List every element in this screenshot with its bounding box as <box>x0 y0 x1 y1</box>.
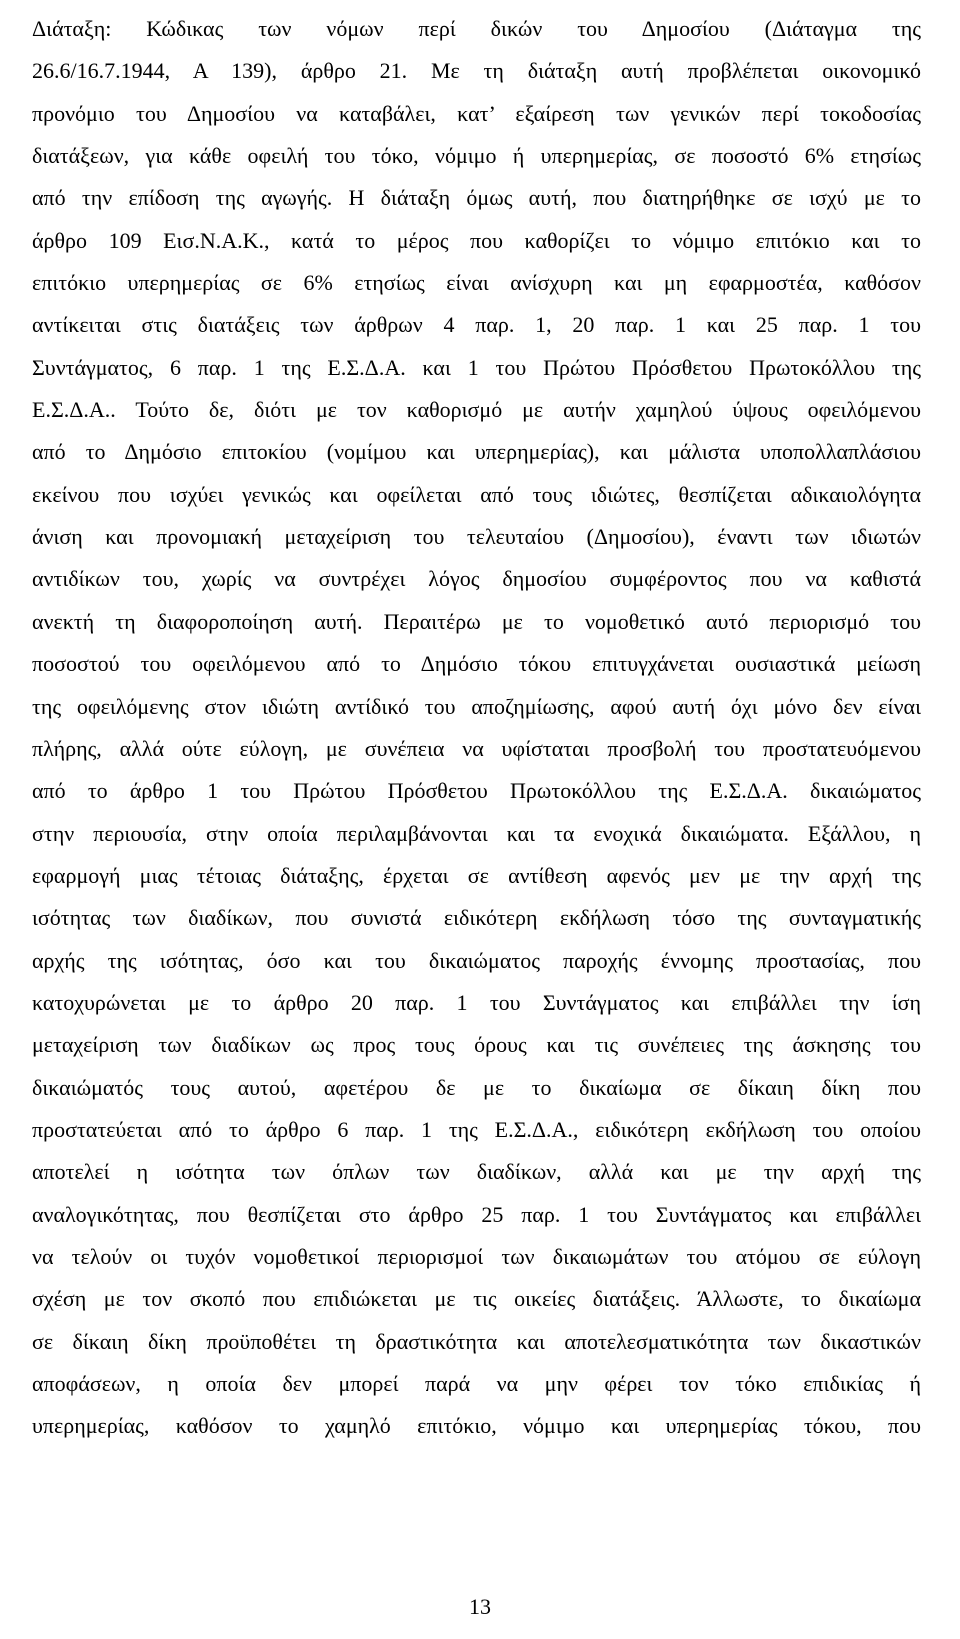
text-line: σχέση με τον σκοπό που επιδιώκεται με τις οικείες διατάξεις. Άλλωστε, το δικαίωμα <box>32 1286 921 1312</box>
text-line: υπερημερίας, καθόσον το χαμηλό επιτόκιο, νόμιμο και υπερημερίας τόκου, που <box>32 1413 921 1439</box>
text-line: αναλογικότητας, που θεσπίζεται στο άρθρο 25 παρ. 1 του Συντάγματος και επιβάλλει <box>32 1201 921 1227</box>
text-line: ανεκτή τη διαφοροποίηση αυτή. Περαιτέρω με το νομοθετικό αυτό περιορισμό του <box>32 608 921 634</box>
text-line: Συντάγματος, 6 παρ. 1 της Ε.Σ.Δ.Α. και 1 του Πρώτου Πρόσθετου Πρωτοκόλλου της <box>32 354 921 380</box>
text-line: από την επίδοση της αγωγής. Η διάταξη όμως αυτή, που διατηρήθηκε σε ισχύ με το <box>32 185 921 211</box>
text-line: δικαιώματός τους αυτού, αφετέρου δε με το δικαίωμα σε δίκαιη δίκη που <box>32 1074 921 1100</box>
text-line: διατάξεων, για κάθε οφειλή του τόκο, νόμιμο ή υπερημερίας, σε ποσοστό 6% ετησίως <box>32 143 921 169</box>
text-line: από το άρθρο 1 του Πρώτου Πρόσθετου Πρωτοκόλλου της Ε.Σ.Δ.Α. δικαιώματος <box>32 778 921 804</box>
text-line: αποτελεί η ισότητα των όπλων των διαδίκων, αλλά και με την αρχή της <box>32 1159 921 1185</box>
text-line: Διάταξη: Κώδικας των νόμων περί δικών του Δημοσίου (Διάταγμα της <box>32 16 921 41</box>
text-line: αντίκειται στις διατάξεις των άρθρων 4 παρ. 1, 20 παρ. 1 και 25 παρ. 1 του <box>32 312 921 338</box>
text-line: ισότητας των διαδίκων, που συνιστά ειδικότερη εκδήλωση τόσο της συνταγματικής <box>32 905 921 931</box>
text-line: της οφειλόμενης στον ιδιώτη αντίδικό του αποζημίωσης, αφού αυτή όχι μόνο δεν είναι <box>32 693 921 719</box>
text-line: άνιση και προνομιακή μεταχείριση του τελευταίου (Δημοσίου), έναντι των ιδιωτών <box>32 524 921 550</box>
text-line: πλήρης, αλλά ούτε εύλογη, με συνέπεια να υφίσταται προσβολή του προστατευόμενου <box>32 735 921 761</box>
text-line: εφαρμογή μιας τέτοιας διάταξης, έρχεται σε αντίθεση αφενός μεν με την αρχή της <box>32 862 921 888</box>
text-line: άρθρο 109 Εισ.Ν.Α.Κ., κατά το μέρος που καθορίζει το νόμιμο επιτόκιο και το <box>32 227 921 253</box>
page-number: 13 <box>469 1594 491 1619</box>
text-line: στην περιουσία, στην οποία περιλαμβάνονται και τα ενοχικά δικαιώματα. Εξάλλου, η <box>32 820 921 846</box>
text-line: Ε.Σ.Δ.Α.. Τούτο δε, διότι με τον καθορισμό με αυτήν χαμηλού ύψους οφειλόμενου <box>32 397 921 423</box>
text-line: επιτόκιο υπερημερίας σε 6% ετησίως είναι ανίσχυρη και μη εφαρμοστέα, καθόσον <box>32 270 921 296</box>
text-line: να τελούν οι τυχόν νομοθετικοί περιορισμοί των δικαιωμάτων του ατόμου σε εύλογη <box>32 1243 921 1269</box>
text-line: από το Δημόσιο επιτοκίου (νομίμου και υπερημερίας), και μάλιστα υποπολλαπλάσιου <box>32 439 921 465</box>
text-line: 26.6/16.7.1944, Α 139), άρθρο 21. Με τη διάταξη αυτή προβλέπεται οικονομικό <box>32 58 921 84</box>
text-line: προνόμιο του Δημοσίου να καταβάλει, κατ’ εξαίρεση των γενικών περί τοκοδοσίας <box>32 100 921 126</box>
text-line: σε δίκαιη δίκη προϋποθέτει τη δραστικότητα και αποτελεσματικότητα των δικαστικών <box>32 1328 921 1354</box>
body-text <box>32 8 921 1448</box>
text-line: αρχής της ισότητας, όσο και του δικαιώματος παροχής έννομης προστασίας, που <box>32 947 921 973</box>
text-line: εκείνου που ισχύει γενικώς και οφείλεται από τους ιδιώτες, θεσπίζεται αδικαιολόγητα <box>32 481 921 507</box>
text-line: αποφάσεων, η οποία δεν μπορεί παρά να μην φέρει τον τόκο επιδικίας ή <box>32 1371 921 1396</box>
text-line: αντιδίκων του, χωρίς να συντρέχει λόγος δημοσίου συμφέροντος που να καθιστά <box>32 566 921 592</box>
text-line: μεταχείριση των διαδίκων ως προς τους όρους και τις συνέπειες της άσκησης του <box>32 1032 921 1058</box>
text-line: κατοχυρώνεται με το άρθρο 20 παρ. 1 του Συντάγματος και επιβάλλει την ίση <box>32 989 921 1015</box>
text-line: προστατεύεται από το άρθρο 6 παρ. 1 της Ε.Σ.Δ.Α., ειδικότερη εκδήλωση του οποίου <box>32 1116 921 1142</box>
text-line: ποσοστού του οφειλόμενου από το Δημόσιο τόκου επιτυγχάνεται ουσιαστικά μείωση <box>32 651 921 677</box>
